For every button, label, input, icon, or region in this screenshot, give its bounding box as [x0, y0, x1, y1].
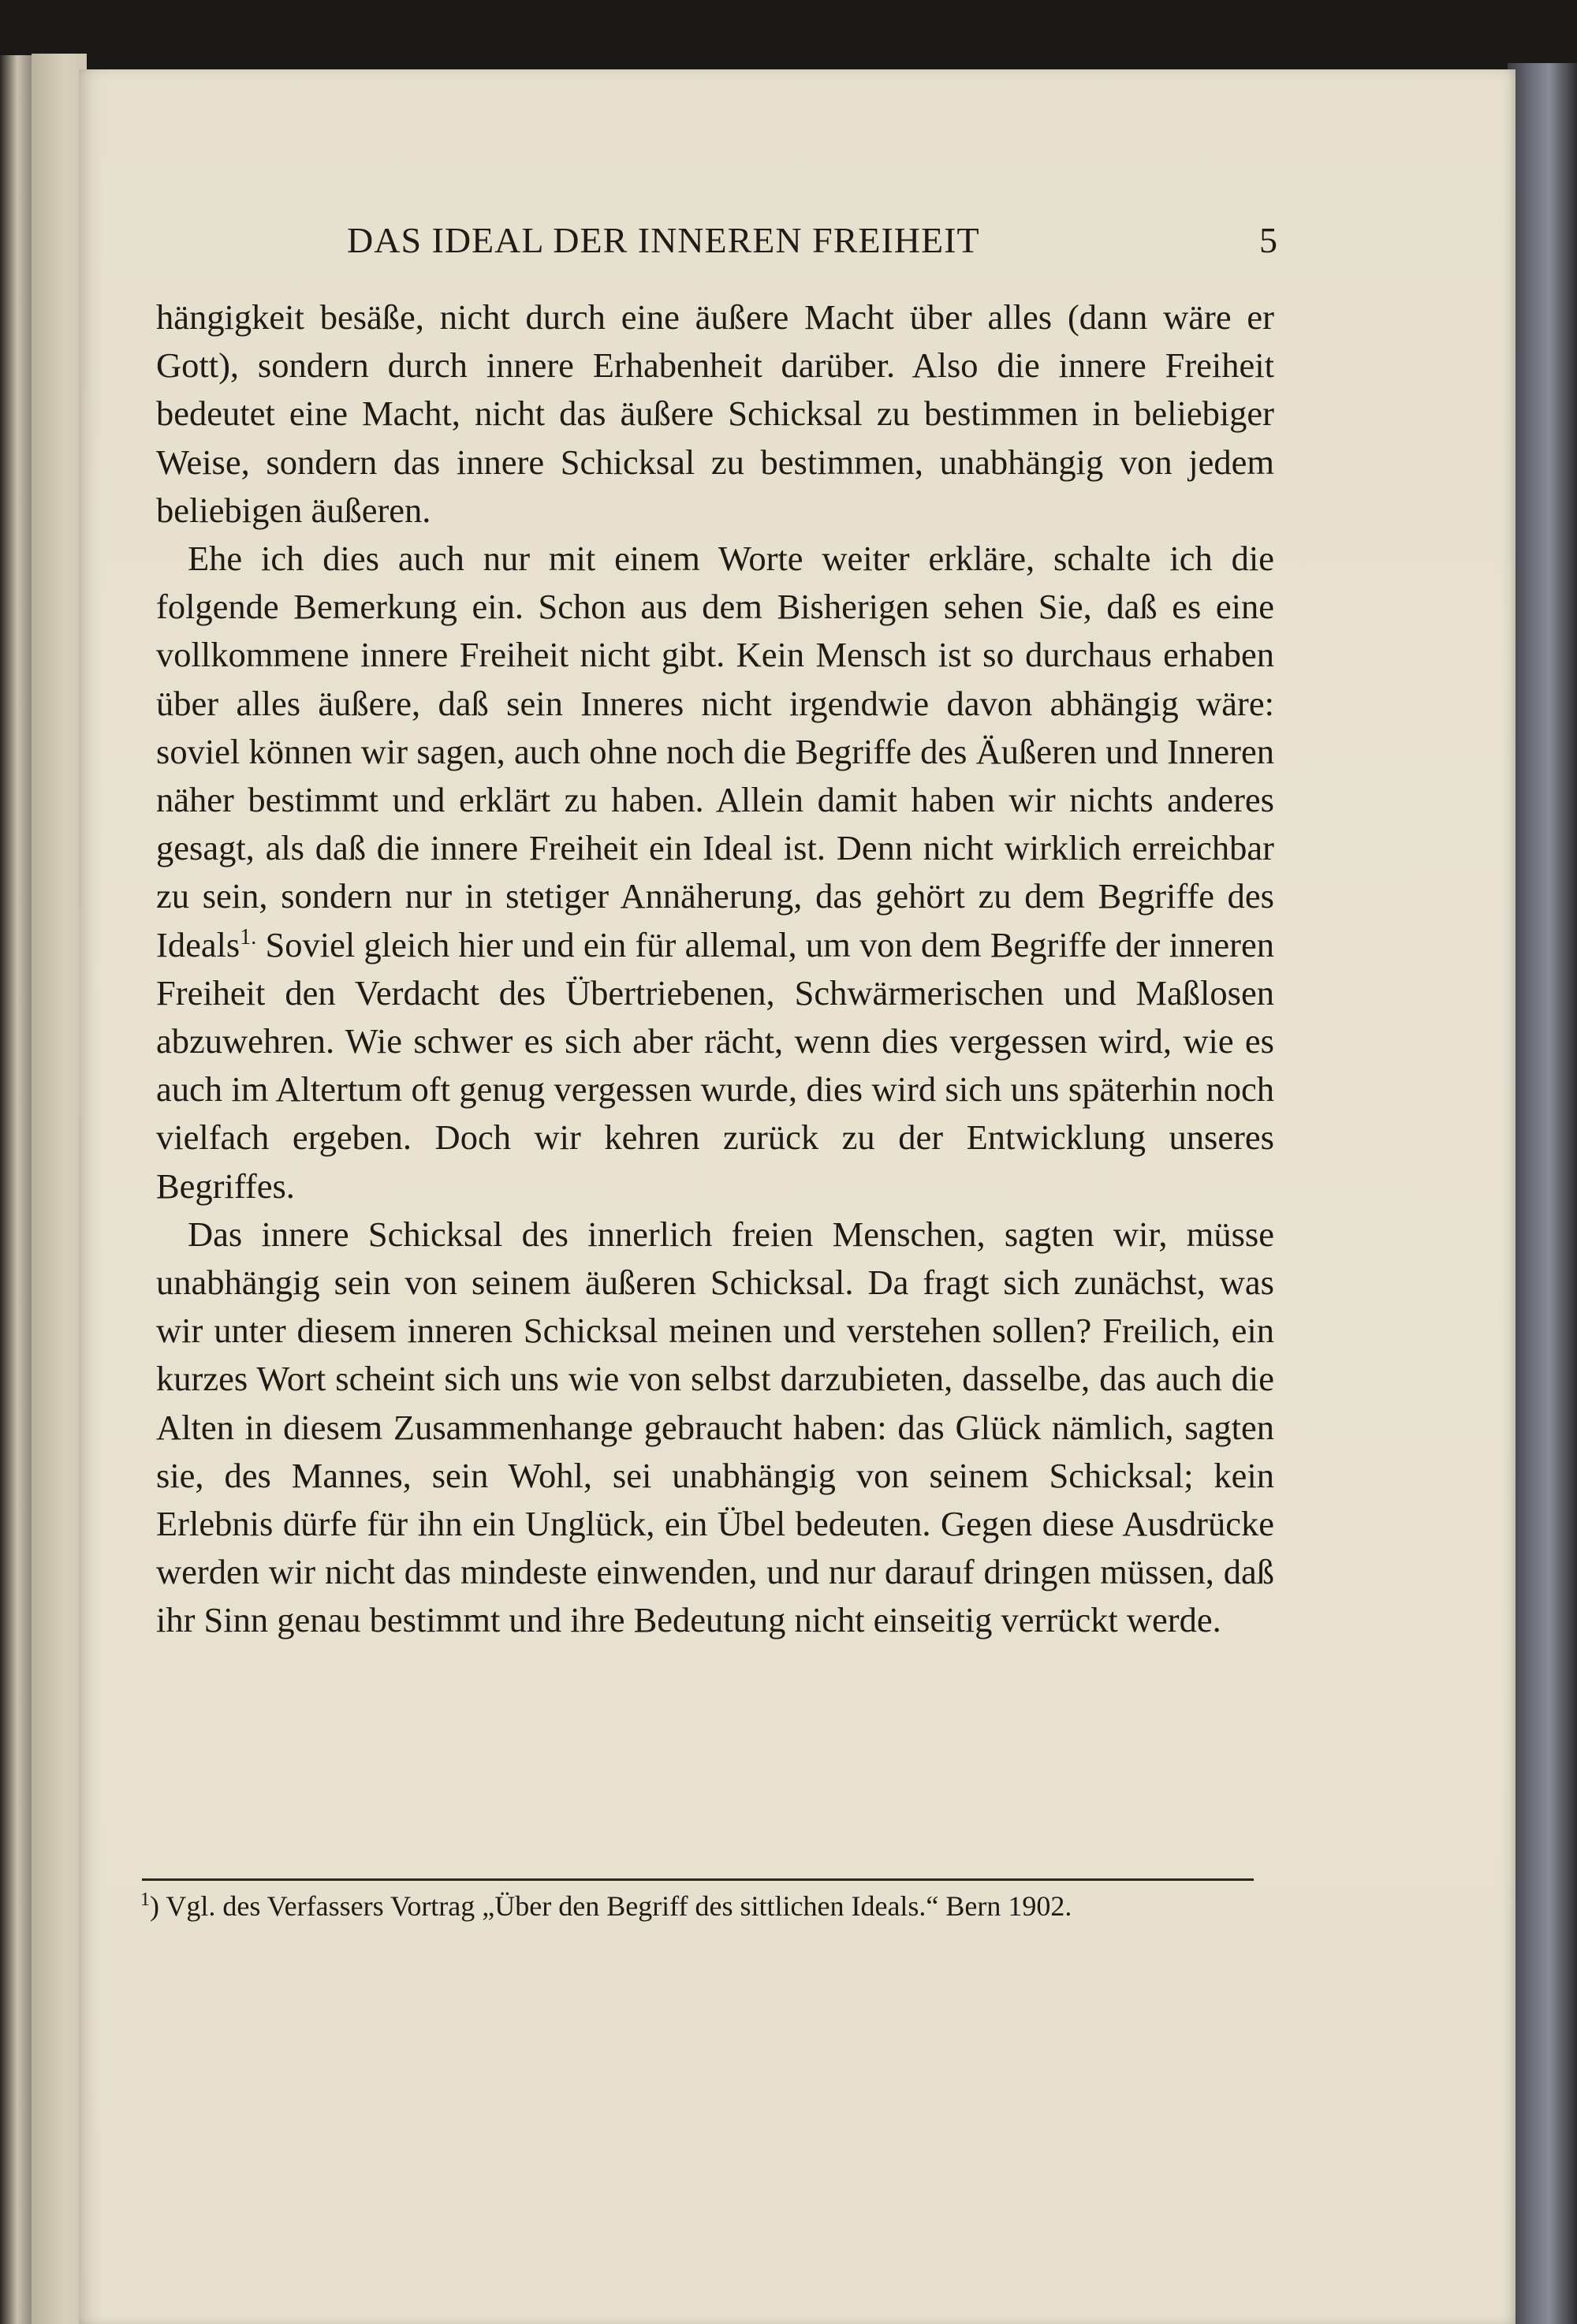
footnote — [140, 1886, 1276, 1926]
paragraph-text: Ehe ich dies auch nur mit einem Worte weiter erkläre, schalte ich die folgende Bemerkung ein. Schon aus dem Bisherigen sehen Sie, daß es eine vollkommene innere Freiheit nicht gibt. Kein Mensch ist so durchaus erhaben über alles äußere, daß sein Inneres nicht irgendwie davon abhängig wäre: soviel können wir sagen, auch ohne noch die Begriffe des Äußeren und Inneren näher bestimmt und erklärt zu haben. Allein damit haben wir nichts anderes gesagt, als daß die innere Freiheit ein Ideal ist. Denn nicht wirklich erreichbar zu sein, sondern nur in stetiger Annäherung, das gehört zu dem Begriffe des Ideals — [156, 539, 1274, 964]
footnote-text: ) Vgl. des Verfassers Vortrag „Über den Begriff des sittlichen Ideals.“ Bern 1902. — [150, 1890, 1072, 1922]
paragraph: Das innere Schicksal des innerlich freien Menschen, sagten wir, müsse unabhängig sein von seinem äußeren Schicksal. Da fragt sich zunächst, was wir unter diesem inneren Schicksal meinen und verstehen sollen? Freilich, ein kurzes Wort scheint sich uns wie von selbst darzubieten, dasselbe, das auch die Alten in diesem Zusammenhange gebraucht haben: das Glück nämlich, sagten sie, des Mannes, sein Wohl, sei unabhängig von seinem Schicksal; kein Erlebnis dürfe für ihn ein Unglück, ein Übel bedeuten. Gegen diese Ausdrücke werden wir nicht das mindeste einwenden, und nur darauf dringen müssen, daß ihr Sinn genau bestimmt und ihre Bedeutung nicht einseitig verrückt werde. — [156, 1214, 1274, 1640]
page-number: 5 — [1259, 220, 1277, 260]
paragraph — [156, 535, 1274, 1210]
book-spine — [0, 55, 32, 2324]
footnote-divider — [142, 1878, 1254, 1881]
running-header — [347, 219, 1277, 267]
body-text — [156, 293, 1274, 1645]
running-header-title: DAS IDEAL DER INNEREN FREIHEIT — [347, 220, 980, 260]
paragraph: hängigkeit besäße, nicht durch eine äußere Macht über alles (dann wäre er Gott), sondern durch innere Erhabenheit darüber. Also die innere Freiheit bedeutet eine Macht, nicht das äußere Schicksal zu bestimmen in beliebiger Weise, sondern das innere Schicksal zu bestimmen, unabhängig von jedem beliebigen äußeren. — [156, 297, 1274, 530]
footnote-reference: 1. — [240, 924, 257, 949]
book-cover-edge — [1508, 63, 1577, 2324]
footnote-number: 1 — [140, 1889, 150, 1910]
paragraph-text-continued: Soviel gleich hier und ein für allemal, um von dem Begriffe der inneren Freiheit den Verdacht des Übertriebenen, Schwärmerischen und Maßlosen abzuwehren. Wie schwer es sich aber rächt, wenn dies vergessen wird, wie es auch im Altertum oft genug vergessen wurde, dies wird sich uns späterhin noch vielfach ergeben. Doch wir kehren zurück zu der Entwicklung unseres Begriffes. — [156, 924, 1275, 1206]
